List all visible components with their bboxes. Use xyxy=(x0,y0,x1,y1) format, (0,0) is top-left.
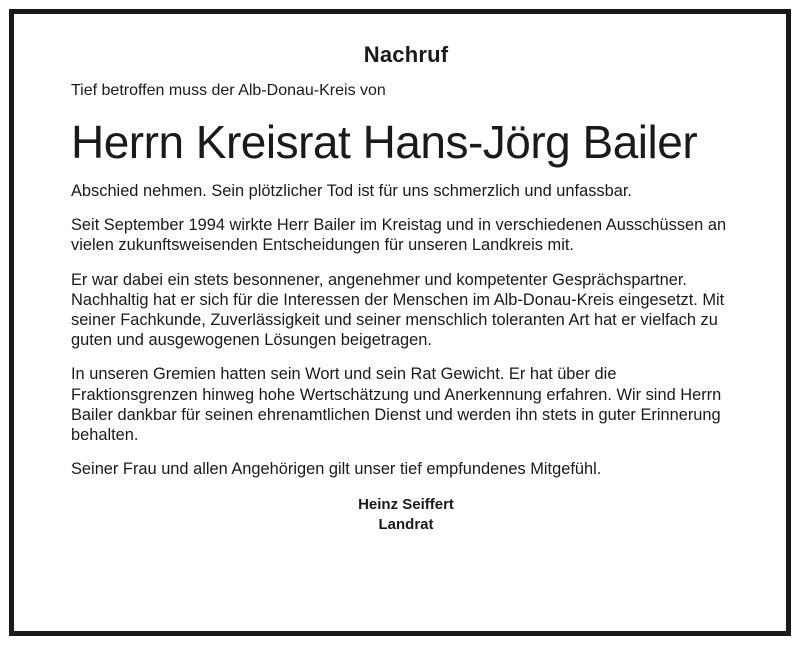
paragraph-farewell: Abschied nehmen. Sein plötzlicher Tod ist für uns schmerzlich und unfassbar. xyxy=(71,182,632,200)
paragraph-gratitude: In unseren Gremien hatten sein Wort und sein Rat Gewicht. Er hat über die Fraktionsgrenzen hinweg hohe Wertschätzung und Anerkennung erfahren. Wir sind Herrn Bailer dankbar für seinen ehrenamtlichen Dienst und werden ihn stets in guter Erinnerung behalten. xyxy=(71,365,722,445)
obituary-content xyxy=(71,41,741,535)
paragraph-character: Er war dabei ein stets besonnener, angenehmer und kompetenter Gesprächspartner. Nachhaltig hat er sich für die Interessen der Menschen im Alb-Donau-Kreis eingesetzt. Mit seiner Fachkunde, Zuverlässigkeit und seiner menschlich toleranten Art hat er vielfach zu guten und ausgewogenen Lösungen beigetragen. xyxy=(71,270,725,350)
signatory-name: Heinz Seiffert xyxy=(358,496,454,514)
paragraph-condolence: Seiner Frau und allen Angehörigen gilt unser tief empfundenes Mitgefühl. xyxy=(71,460,602,479)
intro-line: Tief betroffen muss der Alb-Donau-Kreis von xyxy=(71,82,386,99)
paragraph-tenure: Seit September 1994 wirkte Herr Bailer im Kreistag und in verschiedenen Ausschüssen an vielen zukunftsweisenden Entscheidungen für unseren Landkreis mit. xyxy=(71,216,727,255)
heading: Nachruf xyxy=(363,42,449,67)
signature-block xyxy=(71,495,741,535)
deceased-name: Herrn Kreisrat Hans-Jörg Bailer xyxy=(71,116,698,168)
signatory-title: Landrat xyxy=(378,516,434,534)
obituary-frame xyxy=(9,9,791,636)
